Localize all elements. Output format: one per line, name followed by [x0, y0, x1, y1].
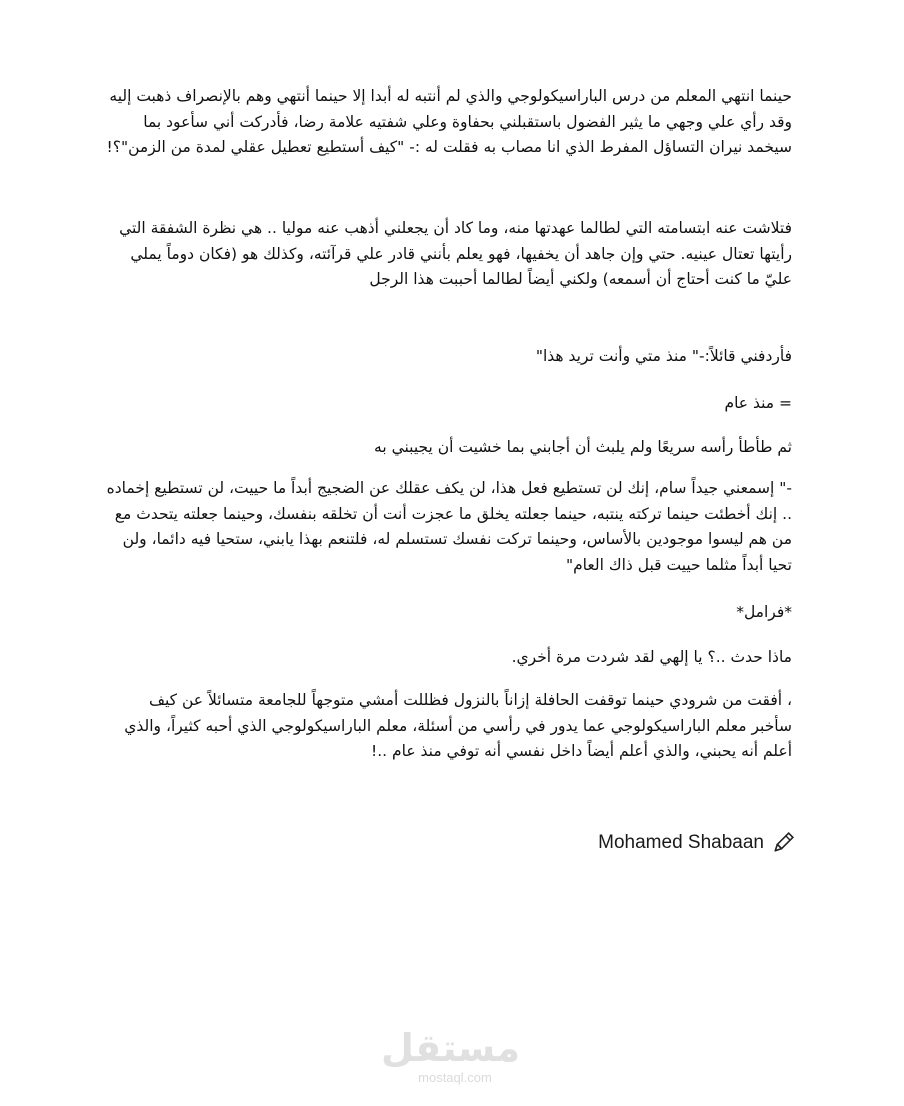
signature-name: Mohamed Shabaan [598, 832, 764, 853]
paragraph-7: *فرامل* [736, 603, 792, 621]
paragraph-5: ثم طأطأ رأسه سريعًا ولم يلبث أن أجابني بما خشيت أن يجيبني به [374, 438, 792, 456]
paragraph-1: حينما انتهي المعلم من درس الباراسيكولوجي والذي لم أنتبه له أبدا إلا حينما أنتهي وهم بالإنصراف ذهبت إليه وقد رأي علي وجهي ما يثير الفضول باستقبلني بحفاوة وعلي شفتيه علامة رضا، فأدركت أني سأعود بما سيخمد نيران التساؤل المفرط الذي انا مصاب به فقلت له :- "كيف أستطيع تعطيل عقلي لمدة من الزمن"؟! [106, 87, 792, 156]
paragraph-6: -" إسمعني جيداً سام، إنك لن تستطيع فعل هذا، لن يكف عقلك عن الضجيج أبداً ما حييت، لن تستطيع إخماده .. إنك أخطئت حينما تركته ينتبه، حينما جعلته يخلق ما عجزت أنت أن تخلقه بنفسك، وحينما جعلته يتحدث مع من هم ليسوا موجودين بالأساس، وحينما تركت نفسك تستسلم له، فلتنعم بهذا يابني، ستحيا فيه دائما، ولن تحيا أبداً مثلما حييت قبل ذاك العام" [106, 479, 792, 574]
watermark [381, 1026, 520, 1094]
paragraph-2: فتلاشت عنه ابتسامته التي لطالما عهدتها منه، وما كاد أن يجعلني أذهب عنه موليا .. هي نظرة الشفقة التي رأيتها تعتال عينيه. حتي وإن جاهد أن يخفيها، فهو يعلم بأنني قادر علي قرآئته، وكذلك هو (فكان دوماً يملي عليّ ما كنت أحتاج أن أسمعه) ولكني أيضاً لطالما أحببت هذا الرجل [119, 219, 792, 288]
pencil-icon [770, 830, 796, 856]
watermark-logo: مستقل [381, 1026, 520, 1070]
paragraph-3: فأردفني قائلاً:-" منذ متي وأنت تريد هذا" [535, 347, 792, 365]
paragraph-9: ، أفقت من شرودي حينما توقفت الحافلة إزاناً بالنزول فظللت أمشي متوجهاً للجامعة متسائلاً عن كيف سأخبر معلم الباراسيكولوجي عما يدور في رأسي من أسئلة، معلم الباراسيكولوجي الذي أحبه كثيراً، والذي أعلم أنه يحبني، والذي أعلم أيضاً داخل نفسي أنه توفي منذ عام ..! [124, 691, 792, 760]
paragraph-8: ماذا حدث ..؟ يا إلهي لقد شردت مرة أخري. [511, 648, 792, 666]
watermark-url: mostaql.com [418, 1070, 492, 1085]
paragraph-4: = منذ عام [724, 394, 792, 412]
signature [560, 828, 796, 858]
